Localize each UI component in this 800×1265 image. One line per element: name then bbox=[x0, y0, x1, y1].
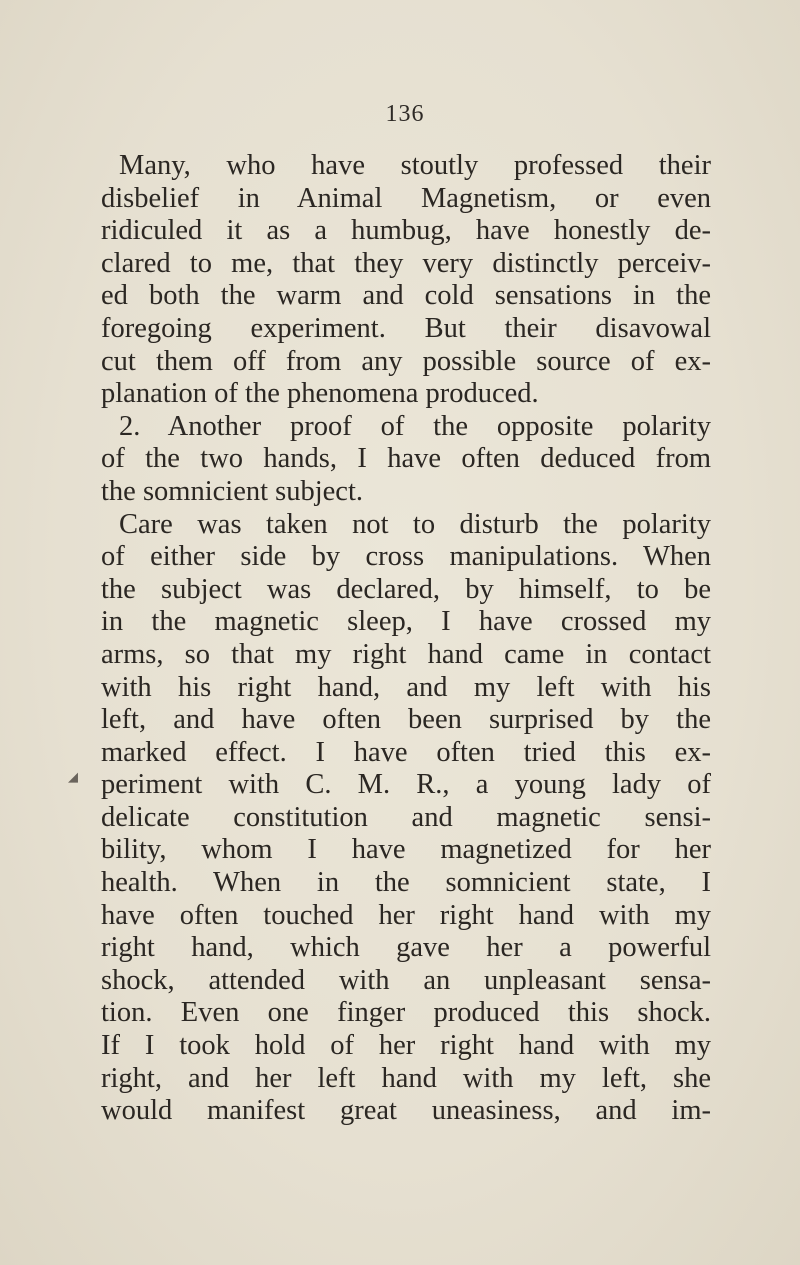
text-line: Care was taken not to disturb the polarity bbox=[119, 508, 711, 540]
body-text bbox=[101, 150, 711, 1128]
text-line: health. When in the somnicient state, I bbox=[101, 867, 711, 899]
text-line: of either side by cross manipulations. When bbox=[101, 541, 711, 573]
text-line: the subject was declared, by himself, to be bbox=[101, 573, 711, 605]
text-line: ridiculed it as a humbug, have honestly de- bbox=[101, 215, 711, 247]
text-line: ed both the warm and cold sensations in the bbox=[101, 280, 711, 312]
text-line: have often touched her right hand with my bbox=[101, 899, 711, 931]
text-line: periment with C. M. R., a young lady of bbox=[101, 769, 711, 801]
text-line: in the magnetic sleep, I have crossed my bbox=[101, 606, 711, 638]
text-line: 2. Another proof of the opposite polarity bbox=[119, 410, 711, 442]
text-line: disbelief in Animal Magnetism, or even bbox=[101, 182, 711, 214]
page-number: 136 bbox=[385, 101, 425, 127]
text-line: right hand, which gave her a powerful bbox=[101, 932, 711, 964]
text-line: of the two hands, I have often deduced from bbox=[101, 443, 711, 475]
text-line: planation of the phenomena produced. bbox=[101, 378, 539, 410]
text-line: arms, so that my right hand came in contact bbox=[101, 638, 711, 670]
text-line: foregoing experiment. But their disavowal bbox=[101, 312, 711, 344]
text-line: right, and her left hand with my left, she bbox=[101, 1062, 711, 1094]
text-line: shock, attended with an unpleasant sensa- bbox=[101, 964, 711, 996]
text-line: would manifest great uneasiness, and im- bbox=[101, 1095, 711, 1127]
text-line: tion. Even one finger produced this shock. bbox=[101, 997, 711, 1029]
text-line: left, and have often been surprised by the bbox=[101, 704, 711, 736]
text-line: If I took hold of her right hand with my bbox=[101, 1030, 711, 1062]
text-line: delicate constitution and magnetic sensi- bbox=[101, 801, 711, 833]
margin-pencil-mark: ◢ bbox=[68, 770, 78, 785]
text-line: with his right hand, and my left with his bbox=[101, 671, 711, 703]
text-line: Many, who have stoutly professed their bbox=[119, 150, 711, 181]
text-line: cut them off from any possible source of ex- bbox=[101, 345, 711, 377]
text-line: bility, whom I have magnetized for her bbox=[101, 834, 711, 866]
text-line: clared to me, that they very distinctly perceiv- bbox=[101, 247, 711, 279]
text-line: marked effect. I have often tried this ex- bbox=[101, 736, 711, 768]
text-line: the somnicient subject. bbox=[101, 475, 363, 507]
